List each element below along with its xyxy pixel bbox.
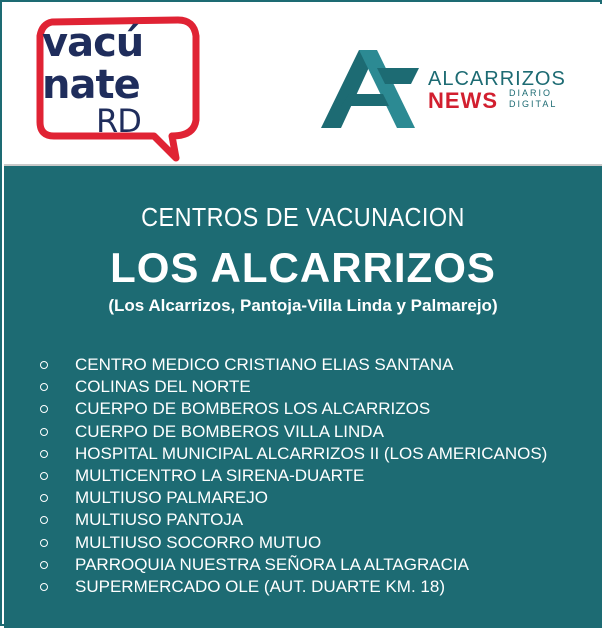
center-name: CUERPO DE BOMBEROS LOS ALCARRIZOS	[75, 399, 431, 419]
list-item	[40, 443, 590, 465]
bullet-icon	[40, 450, 48, 458]
news-logo-subtitle: NEWS	[428, 88, 498, 113]
bullet-icon	[40, 494, 48, 502]
list-item	[40, 465, 590, 487]
vacunate-logo-line1: vacú	[42, 20, 144, 66]
center-name: CUERPO DE BOMBEROS VILLA LINDA	[75, 421, 384, 441]
centers-panel	[4, 164, 602, 628]
center-name: PARROQUIA NUESTRA SEÑORA LA ALTAGRACIA	[75, 554, 469, 574]
bullet-icon	[40, 472, 48, 480]
news-logo-tagline	[509, 88, 579, 110]
list-item	[40, 487, 590, 509]
bullet-icon	[40, 583, 48, 591]
center-name: MULTICENTRO LA SIRENA-DUARTE	[75, 465, 365, 485]
subtitle: (Los Alcarrizos, Pantoja-Villa Linda y Palmarejo)	[108, 296, 498, 315]
list-item	[40, 576, 590, 598]
bullet-icon	[40, 561, 48, 569]
bullet-icon	[40, 383, 48, 391]
list-item	[40, 554, 590, 576]
center-name: CENTRO MEDICO CRISTIANO ELIAS SANTANA	[75, 355, 454, 374]
heading: CENTROS DE VACUNACION	[141, 202, 465, 232]
bullet-icon	[40, 361, 48, 369]
bullet-icon	[40, 428, 48, 436]
page-title: LOS ALCARRIZOS	[110, 244, 496, 291]
list-item	[40, 376, 590, 398]
list-item	[40, 509, 590, 531]
list-item	[40, 421, 590, 443]
center-name: MULTIUSO SOCORRO MUTUO	[75, 532, 322, 552]
center-name: COLINAS DEL NORTE	[75, 377, 251, 397]
vacunate-logo-line2: nate	[42, 62, 140, 108]
center-name: SUPERMERCADO OLE (AUT. DUARTE KM. 18)	[75, 576, 445, 596]
list-item	[40, 532, 590, 554]
list-item	[40, 398, 590, 420]
center-name: MULTIUSO PANTOJA	[75, 510, 244, 530]
bullet-icon	[40, 539, 48, 547]
list-item	[40, 354, 590, 376]
center-name: MULTIUSO PALMAREJO	[75, 488, 269, 508]
bullet-icon	[40, 516, 48, 524]
vacunate-logo-line3: RD	[96, 102, 141, 140]
header	[4, 4, 602, 164]
news-tagline-1: DIARIO	[509, 88, 553, 98]
bullet-icon	[40, 405, 48, 413]
centers-list	[40, 354, 590, 598]
center-name: HOSPITAL MUNICIPAL ALCARRIZOS II (LOS AMERICANOS)	[75, 443, 548, 463]
news-tagline-2: DIGITAL	[509, 99, 558, 109]
news-logo-title: ALCARRIZOS	[428, 68, 566, 90]
